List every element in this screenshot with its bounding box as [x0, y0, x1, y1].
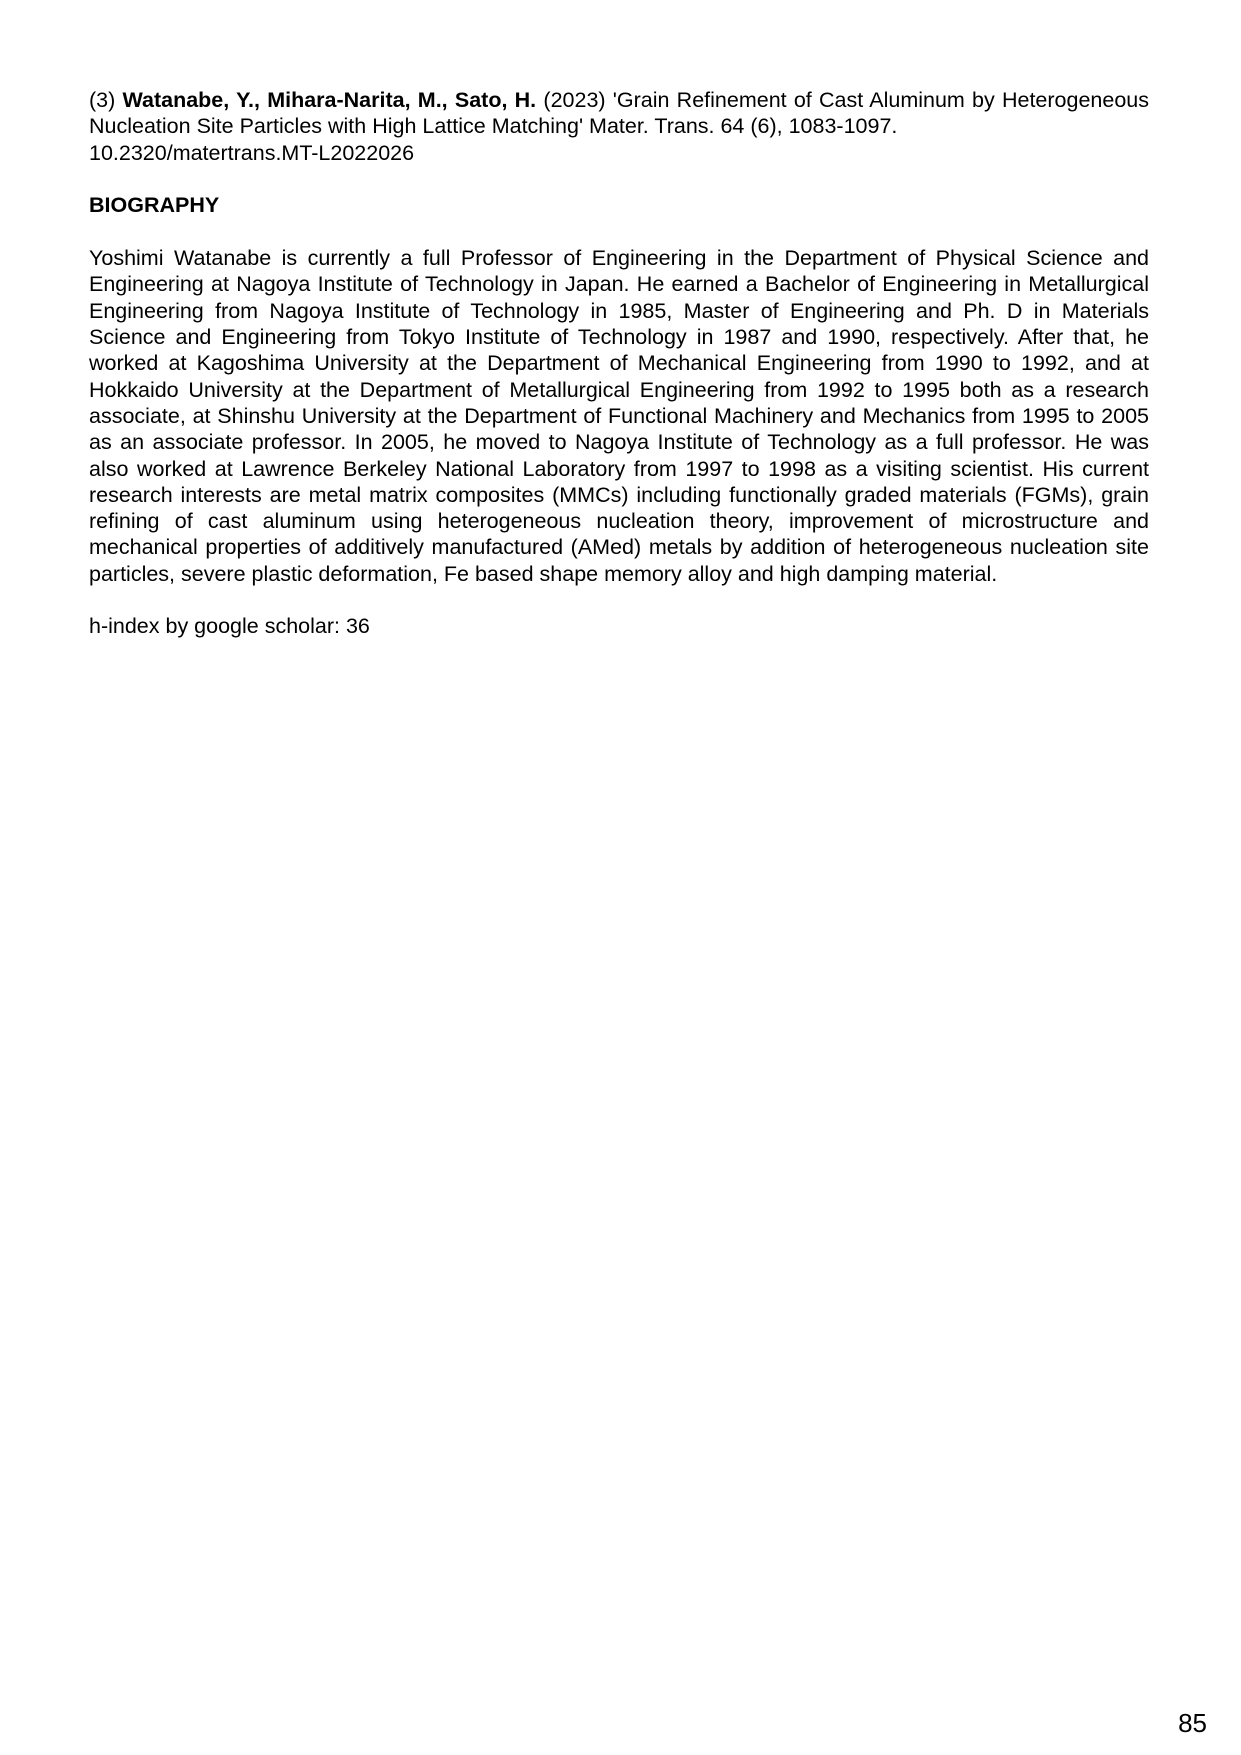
page-number: 85 — [1178, 1708, 1207, 1738]
biography-text: Yoshimi Watanabe is currently a full Professor of Engineering in the Department of Physical Science and Engineering at Nagoya Institute of Technology in Japan. He earned a Bachelor of Engineering in Metallurgical Engineering from Nagoya Institute of Technology in 1985, Master of Engineering and Ph. D in Materials Science and Engineering from Tokyo Institute of Technology in 1987 and 1990, respectively. After that, he worked at Kagoshima University at the Department of Mechanical Engineering from 1990 to 1992, and at Hokkaido University at the Department of Metallurgical Engineering from 1992 to 1995 both as a research associate, at Shinshu University at the Department of Functional Machinery and Mechanics from 1995 to 2005 as an associate professor. In 2005, he moved to Nagoya Institute of Technology as a full professor. He was also worked at Lawrence Berkeley National Laboratory from 1997 to 1998 as a visiting scientist. His current research interests are metal matrix composites (MMCs) including functionally graded materials (FGMs), grain refining of cast aluminum using heterogeneous nucleation theory, improvement of microstructure and mechanical properties of additively manufactured (AMed) metals by addition of heterogeneous nucleation site particles, severe plastic deformation, Fe based shape memory alloy and high damping material. — [89, 246, 1149, 586]
reference-details: (2023) 'Grain Refinement of Cast Aluminum by Heterogeneous Nucleation Site Particles with High Lattice Matching' Mater. Trans. 64 (6), 1083-1097. — [89, 88, 1150, 139]
page-content — [89, 87, 1149, 639]
reference-authors: Watanabe, Y., Mihara-Narita, M., Sato, H. — [122, 88, 537, 112]
h-index-text: h-index by google scholar: 36 — [89, 614, 370, 639]
reference-number: (3) — [89, 88, 116, 112]
reference-entry — [89, 87, 1149, 166]
biography-heading: BIOGRAPHY — [89, 192, 220, 217]
reference-doi: 10.2320/matertrans.MT-L2022026 — [89, 140, 415, 165]
